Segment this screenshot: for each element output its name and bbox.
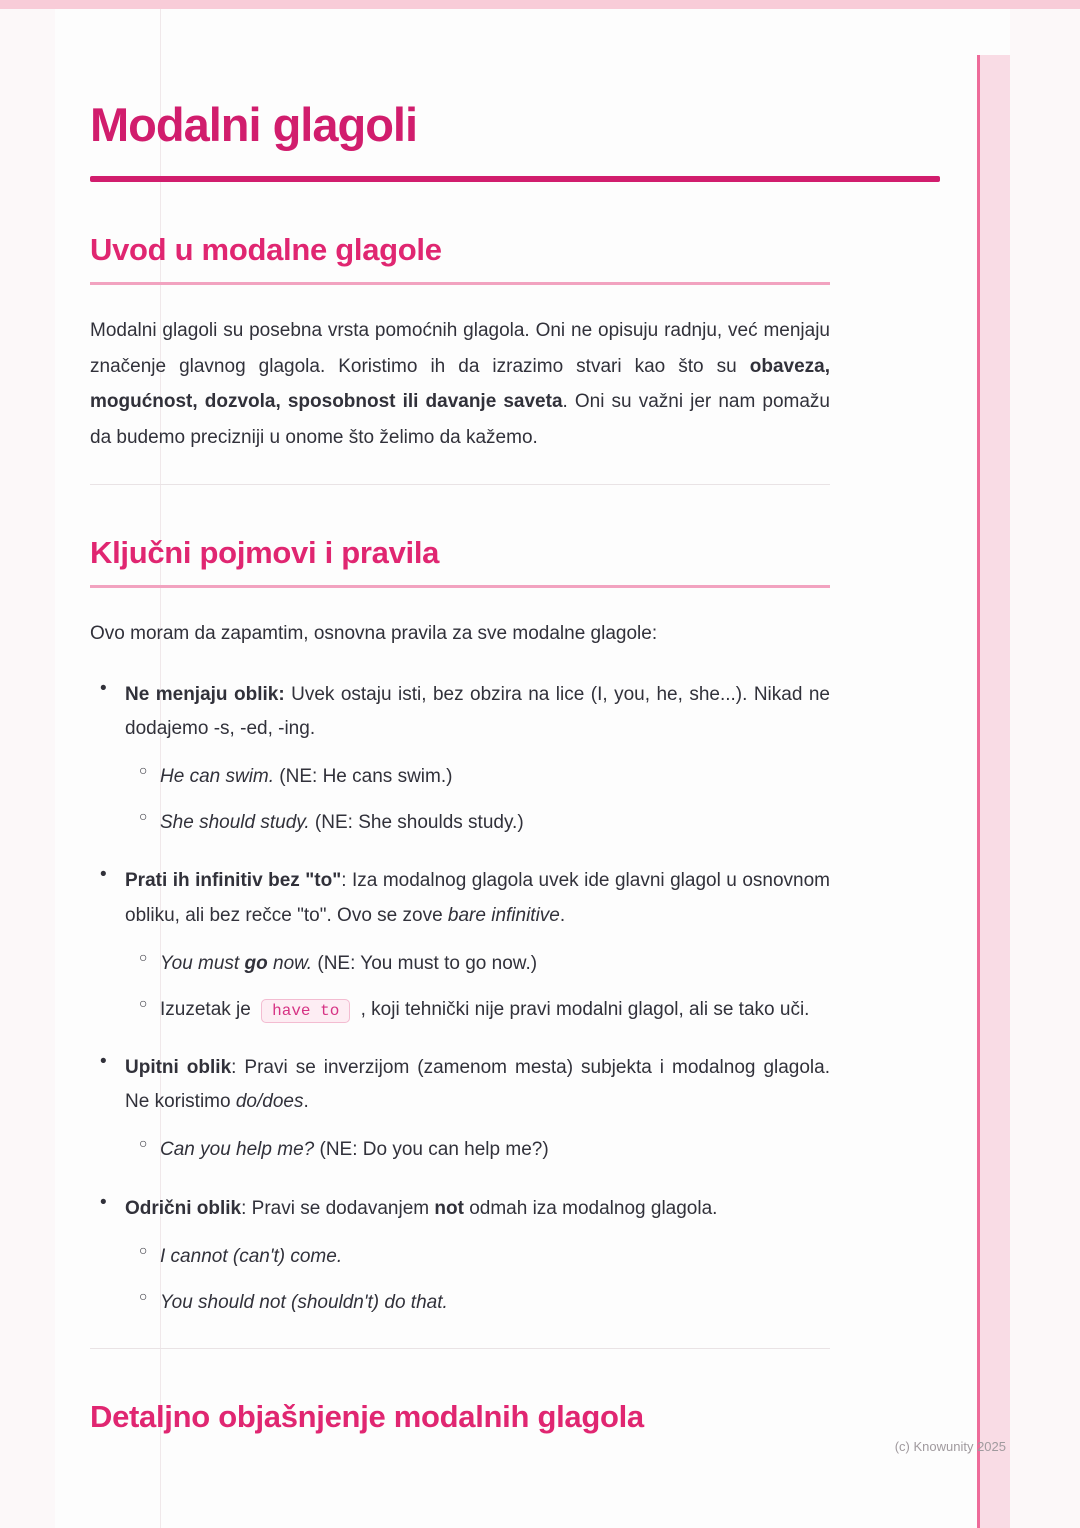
text-run: . <box>303 1091 309 1113</box>
sub-list-item <box>125 1240 830 1274</box>
text-run: She should study. <box>160 812 310 834</box>
sub-bullet-list <box>125 947 830 1027</box>
text-run: (NE: He cans swim.) <box>274 765 453 787</box>
text-run: : Iza modalnog glagola uvek ide glavni glagol u osnovnom obliku, ali bez rečce "to". Ovo se zove <box>125 870 830 926</box>
text-run: (NE: You must to go now.) <box>312 952 538 974</box>
sub-list-item <box>125 1286 830 1320</box>
title-underline <box>90 176 940 182</box>
text-run: Prati ih infinitiv bez "to" <box>125 870 342 892</box>
sub-list-item-text <box>160 947 830 981</box>
list-item-text <box>125 1192 830 1226</box>
right-ribbon <box>977 55 1010 1528</box>
section-heading: Ključni pojmovi i pravila <box>90 535 830 588</box>
paragraph <box>90 313 830 456</box>
text-run: obaveza, mogućnost, dozvola, sposobnost ili davanje saveta <box>90 355 830 413</box>
text-run: Izuzetak je <box>160 998 257 1020</box>
bullet-circle-icon: ○ <box>139 808 148 825</box>
copyright-footer: (c) Knowunity 2025 <box>894 1439 1006 1454</box>
text-run: Ne menjaju oblik: <box>125 683 285 705</box>
list-item <box>90 1192 830 1321</box>
text-run: , koji tehnički nije pravi modalni glagol, ali se tako uči. <box>355 998 810 1020</box>
document-page <box>55 9 1010 1528</box>
text-run: Ovo moram da zapamtim, osnovna pravila za sve modalne glagole: <box>90 622 658 644</box>
text-run: You must <box>160 952 245 974</box>
sub-list-item-text <box>160 1240 830 1274</box>
list-item <box>90 1051 830 1168</box>
text-run: bare infinitive <box>447 904 560 926</box>
section-heading: Detaljno objašnjenje modalnih glagola <box>90 1399 644 1435</box>
section-2 <box>90 535 830 1320</box>
list-item <box>90 864 830 1027</box>
text-run: Can you help me? <box>160 1139 315 1161</box>
top-edge-band <box>0 0 1080 9</box>
sub-list-item <box>125 760 830 794</box>
bullet-circle-icon: ○ <box>139 1288 148 1305</box>
inline-code-chip: have to <box>261 999 350 1023</box>
list-item-text <box>125 678 830 746</box>
section-heading: Uvod u modalne glagole <box>90 232 830 285</box>
text-run: (NE: Do you can help me?) <box>314 1139 549 1161</box>
list-item <box>90 678 830 841</box>
bullet-circle-icon: ○ <box>139 948 148 965</box>
sub-list-item <box>125 993 830 1027</box>
bullet-disc-icon: • <box>100 1051 107 1073</box>
sub-list-item-text <box>160 1286 830 1320</box>
text-run: now. <box>267 952 313 974</box>
sub-bullet-list <box>125 1133 830 1167</box>
text-run: He can swim. <box>160 765 275 787</box>
section-divider <box>90 484 830 485</box>
bullet-circle-icon: ○ <box>139 761 148 778</box>
section-divider <box>90 1348 830 1349</box>
bullet-circle-icon: ○ <box>139 994 148 1011</box>
sub-list-item <box>125 806 830 840</box>
sub-list-item <box>125 1133 830 1167</box>
bullet-circle-icon: ○ <box>139 1241 148 1258</box>
sub-bullet-list <box>125 760 830 840</box>
section-3 <box>90 1399 830 1449</box>
sub-list-item-text <box>160 1133 830 1167</box>
list-item-text <box>125 864 830 932</box>
section-1 <box>90 232 830 456</box>
sub-bullet-list <box>125 1240 830 1320</box>
list-item-text <box>125 1051 830 1119</box>
text-run: not <box>434 1197 464 1219</box>
text-run: Modalni glagoli su posebna vrsta pomoćnih glagola. Oni ne opisuju radnju, već menjaju značenje glavnog glagola. Koristimo ih da izrazimo stvari kao što su <box>90 320 830 377</box>
text-run: I cannot (can't) come. <box>160 1245 343 1267</box>
bullet-disc-icon: • <box>100 1191 107 1213</box>
text-run: : Pravi se dodavanjem <box>241 1197 435 1219</box>
bullet-list <box>90 678 830 1321</box>
text-run: Upitni oblik <box>125 1057 232 1079</box>
sub-list-item-text <box>160 993 830 1027</box>
text-run: go <box>244 952 268 974</box>
sub-list-item-text <box>160 806 830 840</box>
text-run: odmah iza modalnog glagola. <box>463 1197 718 1219</box>
document-content <box>90 9 830 1449</box>
document-title: Modalni glagoli <box>90 98 418 151</box>
text-run: (NE: She shoulds study.) <box>309 812 524 834</box>
sub-list-item-text <box>160 760 830 794</box>
paragraph <box>90 616 830 652</box>
text-run: . Oni su važni jer nam pomažu da budemo precizniji u onome što želimo da kažemo. <box>90 391 830 449</box>
text-run: Odrični oblik <box>125 1197 242 1219</box>
text-run: do/does <box>235 1091 304 1113</box>
sub-list-item <box>125 947 830 981</box>
bullet-disc-icon: • <box>100 677 107 699</box>
sections-container <box>90 232 830 1449</box>
text-run: You should not (shouldn't) do that. <box>160 1292 448 1314</box>
bullet-disc-icon: • <box>100 864 107 886</box>
text-run: : Pravi se inverzijom (zamenom mesta) subjekta i modalnog glagola. Ne koristimo <box>125 1057 830 1113</box>
text-run: . <box>559 904 566 926</box>
text-run: Uvek ostaju isti, bez obzira na lice (I, you, he, she...). Nikad ne dodajemo -s, -ed, -ing. <box>125 683 830 739</box>
bullet-circle-icon: ○ <box>139 1135 148 1152</box>
